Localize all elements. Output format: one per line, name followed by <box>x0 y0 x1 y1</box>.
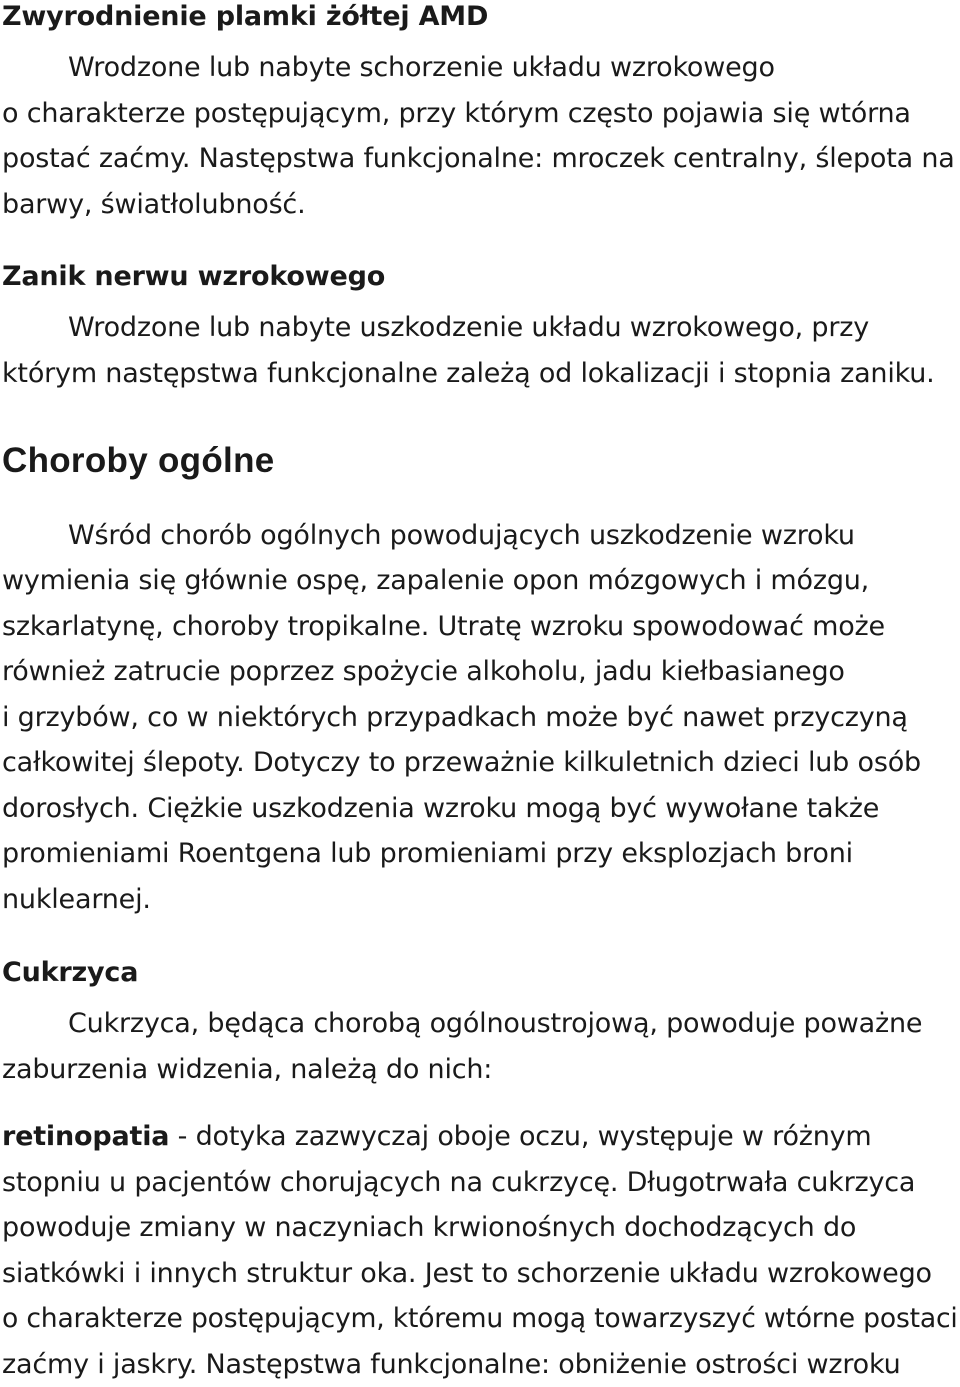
paragraph-line: powoduje zmiany w naczyniach krwionośnych dochodzących do <box>2 1212 857 1243</box>
heading-general-diseases: Choroby ogólne <box>2 441 275 480</box>
heading-diabetes: Cukrzyca <box>2 957 139 988</box>
paragraph-line: siatkówki i innych struktur oka. Jest to schorzenie układu wzrokowego <box>2 1258 932 1289</box>
heading-optic-nerve: Zanik nerwu wzrokowego <box>2 261 386 292</box>
paragraph-line: całkowitej ślepoty. Dotyczy to przeważnie kilkuletnich dzieci lub osób <box>2 747 921 778</box>
paragraph-line: nuklearnej. <box>2 884 151 915</box>
retinopathy-first-line <box>2 1120 872 1154</box>
paragraph-line: Cukrzyca, będąca chorobą ogólnoustrojową, powoduje poważne <box>68 1008 923 1039</box>
term-retinopathy: retinopatia <box>2 1121 170 1152</box>
paragraph-line: promieniami Roentgena lub promieniami przy eksplozjach broni <box>2 838 853 869</box>
paragraph-line: Wrodzone lub nabyte schorzenie układu wzrokowego <box>68 52 775 83</box>
paragraph-line: postać zaćmy. Następstwa funkcjonalne: mroczek centralny, ślepota na <box>2 143 955 174</box>
paragraph-line: którym następstwa funkcjonalne zależą od lokalizacji i stopnia zaniku. <box>2 358 935 389</box>
paragraph-line: stopniu u pacjentów chorujących na cukrzycę. Długotrwała cukrzyca <box>2 1167 916 1198</box>
paragraph-line: o charakterze postępującym, któremu mogą towarzyszyć wtórne postaci <box>2 1303 958 1334</box>
paragraph-line: wymienia się głównie ospę, zapalenie opon mózgowych i mózgu, <box>2 565 870 596</box>
paragraph-line: również zatrucie poprzez spożycie alkoholu, jadu kiełbasianego <box>2 656 845 687</box>
paragraph-line: zaćmy i jaskry. Następstwa funkcjonalne: obniżenie ostrości wzroku <box>2 1349 901 1380</box>
paragraph-line: i grzybów, co w niektórych przypadkach może być nawet przyczyną <box>2 702 908 733</box>
paragraph-line: Wrodzone lub nabyte uszkodzenie układu wzrokowego, przy <box>68 312 869 343</box>
paragraph-line: szkarlatynę, choroby tropikalne. Utratę wzroku spowodować może <box>2 611 885 642</box>
paragraph-line: o charakterze postępującym, przy którym często pojawia się wtórna <box>2 98 911 129</box>
paragraph-line: zaburzenia widzenia, należą do nich: <box>2 1054 493 1085</box>
paragraph-line: dorosłych. Ciężkie uszkodzenia wzroku mogą być wywołane także <box>2 793 880 824</box>
retinopathy-definition: - dotyka zazwyczaj oboje oczu, występuje w różnym <box>169 1121 872 1152</box>
paragraph-line: Wśród chorób ogólnych powodujących uszkodzenie wzroku <box>68 520 855 551</box>
heading-amd: Zwyrodnienie plamki żółtej AMD <box>2 1 489 32</box>
paragraph-line: barwy, światłolubność. <box>2 189 306 220</box>
